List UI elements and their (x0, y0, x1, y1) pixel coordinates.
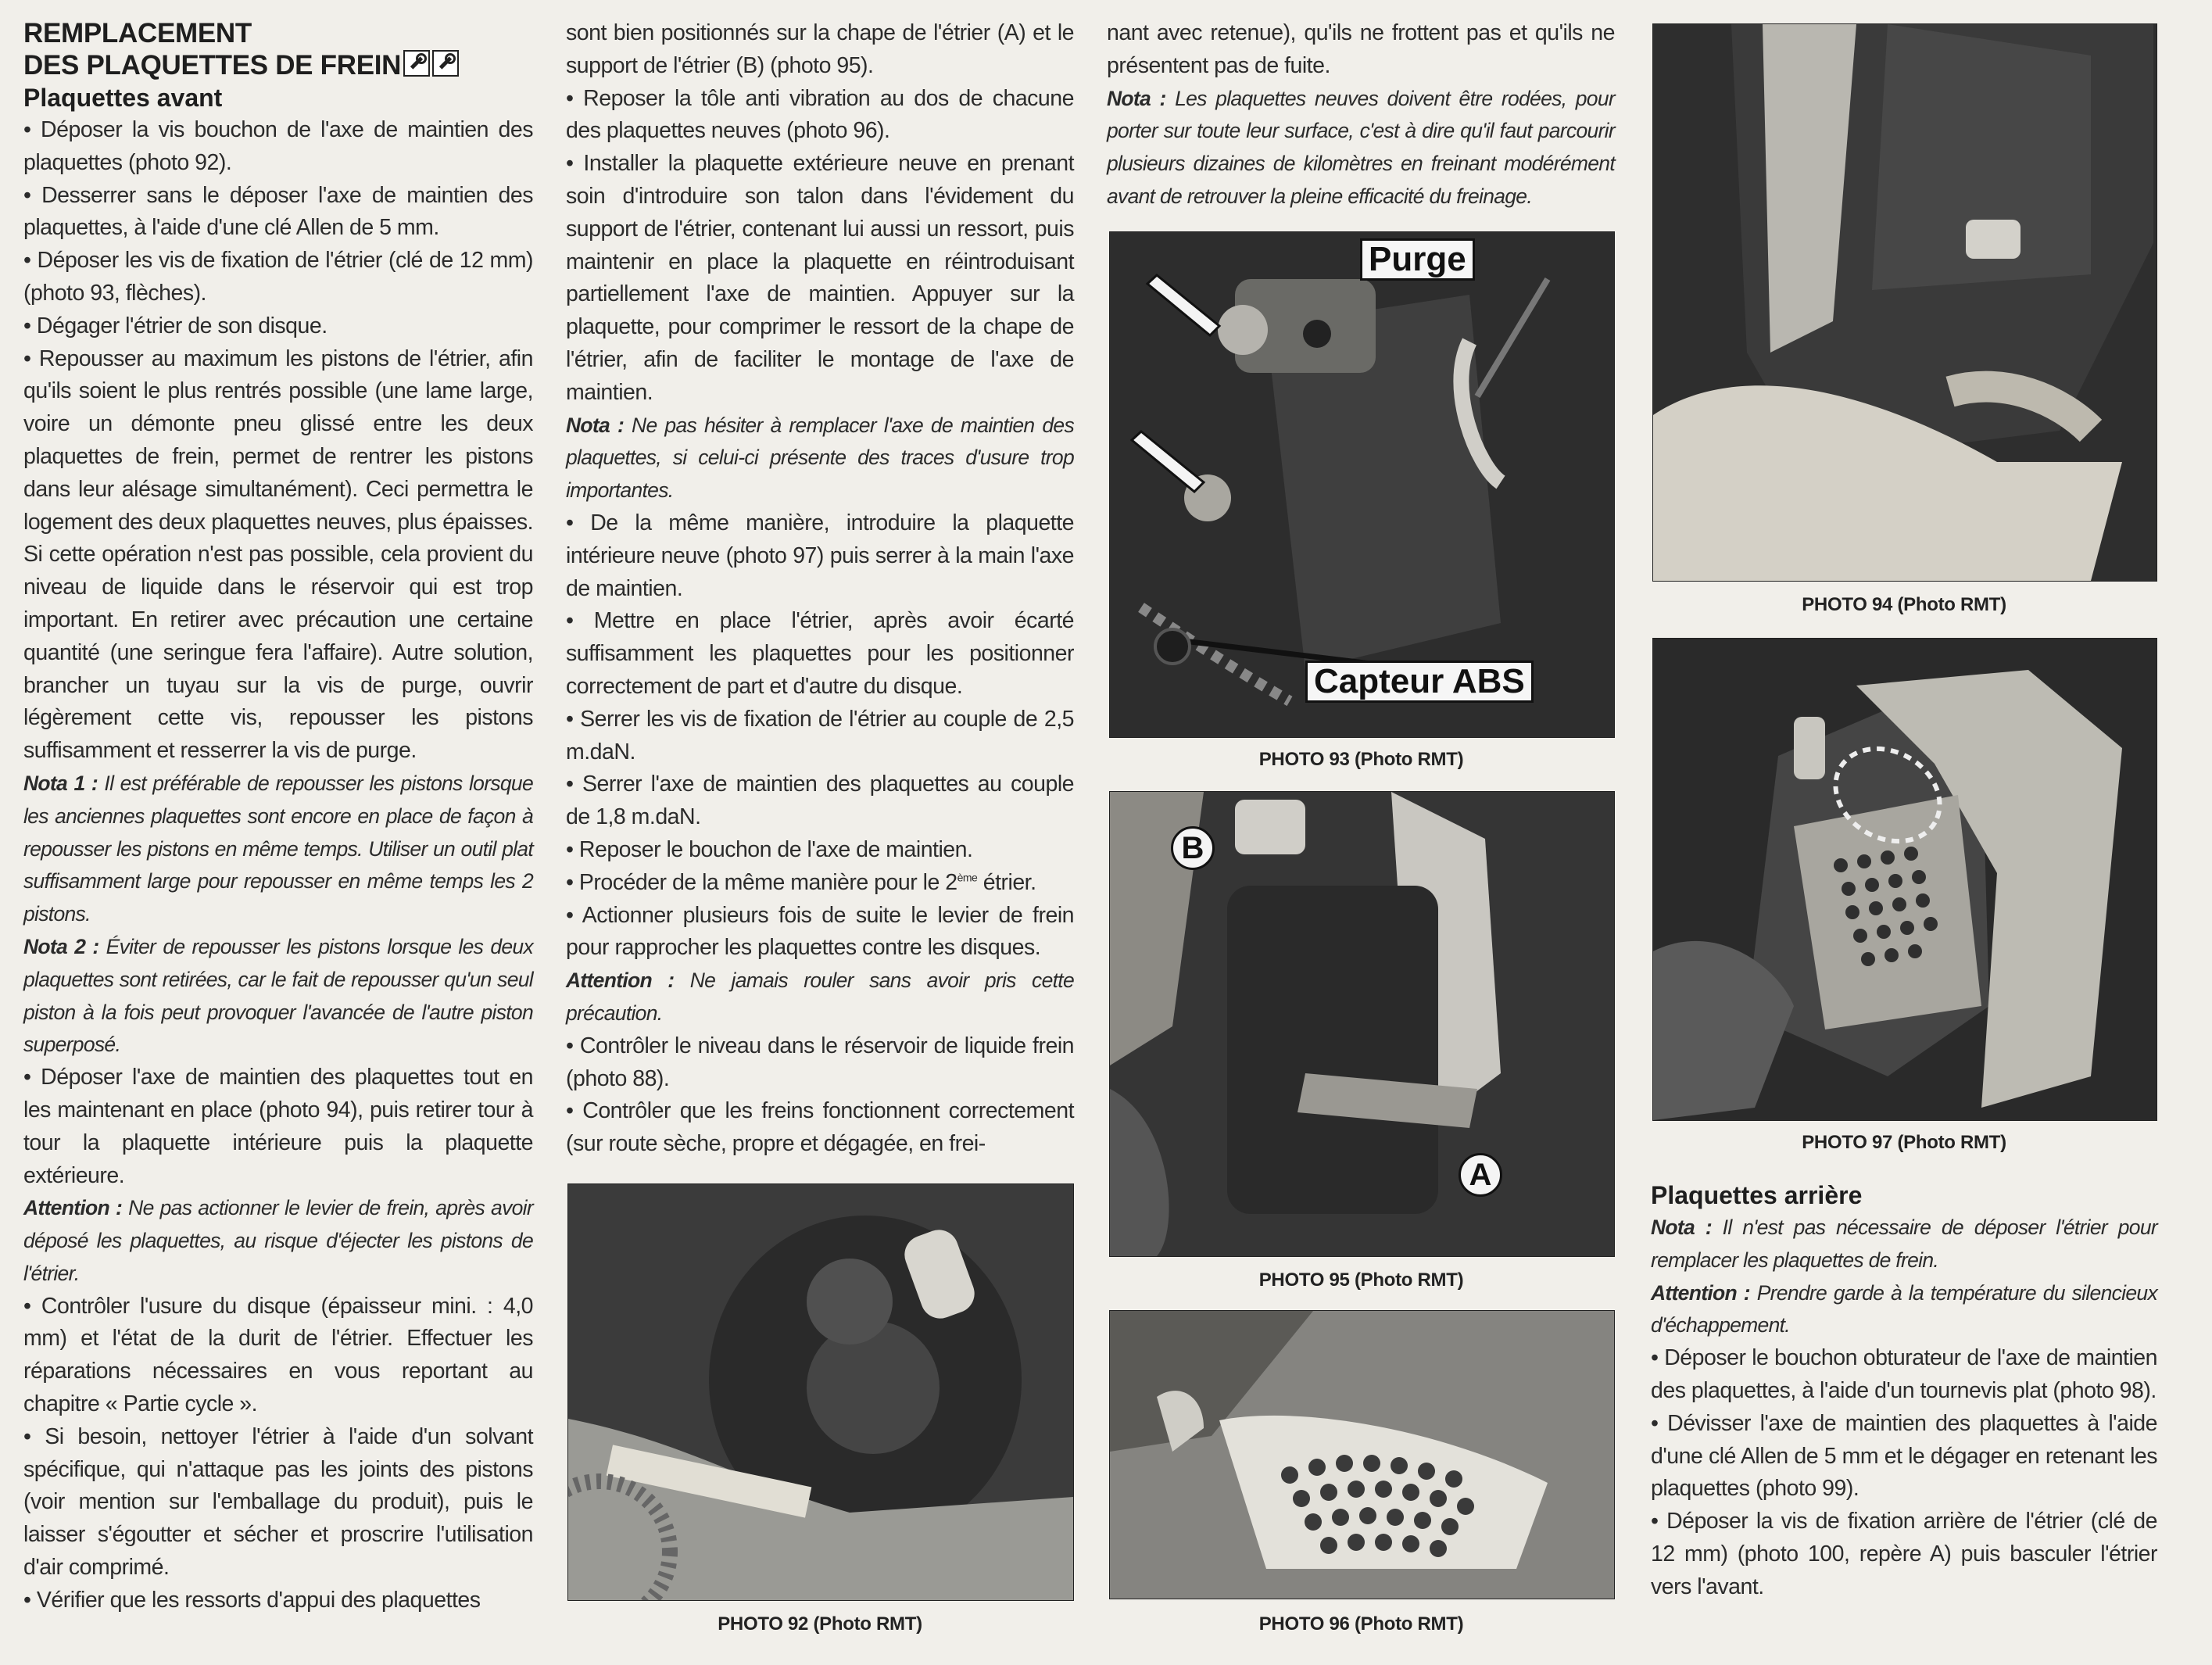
caption-photo-97: PHOTO 97 (Photo RMT) (1802, 1132, 2006, 1153)
photo-93 (1109, 231, 1615, 738)
paragraph: sont bien positionnés sur la chape de l'étrier (A) et le support de l'étrier (B) (photo 95). (566, 20, 1074, 78)
photo-92 (567, 1183, 1074, 1601)
column-1 (23, 0, 533, 1617)
caption-photo-95: PHOTO 95 (Photo RMT) (1258, 1269, 1464, 1291)
note: Nota : Les plaquettes neuves doivent être rodées, pour porter sur toute leur surface, c'est à dire qu'il faut parcourir plusieurs dizaines de kilomètres en freinant modérément avant de retrouver la pleine efficacité du freinage. (1107, 86, 1616, 208)
paragraph: • Serrer l'axe de maintien des plaquettes au couple de 1,8 m.daN. (566, 772, 1074, 830)
paragraph: • Procéder de la même manière pour le 2ème étrier. (566, 869, 1036, 895)
label-a: A (1459, 1153, 1502, 1197)
paragraph: • Actionner plusieurs fois de suite le levier de frein pour rapprocher les plaquettes contre les disques. (566, 902, 1074, 961)
label-b: B (1171, 826, 1215, 870)
label-abs-sensor: Capteur ABS (1305, 661, 1534, 703)
subtitle-rear-pads: Plaquettes arrière (1651, 1181, 1863, 1209)
paragraph: • Installer la plaquette extérieure neuve en prenant soin d'introduire son talon dans l'évidement du support de l'étrier, contenant lui aussi un ressort, puis maintenir en place la plaquette en réintroduisant partiellement l'axe de maintien. Appuyer sur la plaquette, pour comprimer le ressort de la chape de l'étrier, afin de faciliter le montage de l'axe de maintien. (566, 151, 1074, 405)
column-2 (566, 17, 1074, 1161)
note-1: Nota 1 : Il est préférable de repousser les pistons lorsque les anciennes plaquettes sont encore en place de façon à repousser les pistons en même temps. Utiliser un outil plat suffisamment large pour repousser en même temps les 2 pistons. (23, 771, 534, 926)
note-2: Nota 2 : Éviter de repousser les pistons lorsque les deux plaquettes sont retirées, car le fait de repousser qu'un seul piston à la fois peut provoquer l'avancée de l'autre piston superposé. (23, 934, 534, 1057)
title-line-2: DES PLAQUETTES DE FREIN (23, 50, 402, 81)
column-4-text (1651, 1179, 2157, 1604)
paragraph: • Serrer les vis de fixation de l'étrier au couple de 2,5 m.daN. (566, 706, 1074, 764)
note: Nota : Il n'est pas nécessaire de déposer l'étrier pour remplacer les plaquettes de frein. (1651, 1216, 2158, 1272)
paragraph: • Déposer la vis bouchon de l'axe de maintien des plaquettes (photo 92). (23, 117, 533, 175)
attention-note: Attention : Ne jamais rouler sans avoir pris cette précaution. (566, 969, 1074, 1025)
caption-photo-96: PHOTO 96 (Photo RMT) (1258, 1613, 1464, 1635)
label-purge: Purge (1360, 238, 1475, 281)
paragraph: • Reposer la tôle anti vibration au dos de chacune des plaquettes neuves (photo 96). (566, 85, 1074, 144)
paragraph: • Déposer l'axe de maintien des plaquettes tout en les maintenant en place (photo 94), puis retirer tour à tour la plaquette intérieure puis la plaquette extérieure. (23, 1065, 533, 1188)
paragraph: • Dégager l'étrier de son disque. (23, 313, 328, 338)
photo-96 (1109, 1310, 1615, 1599)
note: Nota : Ne pas hésiter à remplacer l'axe de maintien des plaquettes, si celui-ci présente des traces d'usure trop importantes. (566, 413, 1074, 503)
photo-94 (1652, 23, 2157, 582)
caption-photo-92: PHOTO 92 (Photo RMT) (718, 1613, 922, 1635)
paragraph: nant avec retenue), qu'ils ne frottent pas et qu'ils ne présentent pas de fuite. (1107, 20, 1615, 78)
caption-photo-93: PHOTO 93 (Photo RMT) (1258, 749, 1464, 770)
paragraph: • Contrôler l'usure du disque (épaisseur mini. : 4,0 mm) et l'état de la durit de l'étrier. Effectuer les réparations nécessaires en vous reportant au chapitre « Partie cycle ». (23, 1293, 533, 1417)
paragraph: • Vérifier que les ressorts d'appui des plaquettes (23, 1587, 481, 1613)
paragraph: • Déposer les vis de fixation de l'étrier (clé de 12 mm) (photo 93, flèches). (23, 248, 533, 306)
wrench-icon (403, 50, 430, 77)
paragraph: • Mettre en place l'étrier, après avoir écarté suffisamment les plaquettes pour les positionner correctement de part et d'autre du disque. (566, 608, 1074, 699)
paragraph: • Desserrer sans le déposer l'axe de maintien des plaquettes, à l'aide d'une clé Allen de 5 mm. (23, 182, 533, 241)
subtitle-front-pads: Plaquettes avant (23, 84, 223, 112)
attention-note: Attention : Ne pas actionner le levier de frein, après avoir déposé les plaquettes, au risque d'éjecter les pistons de l'étrier. (23, 1196, 533, 1285)
photo-97 (1652, 638, 2157, 1121)
paragraph: • Contrôler le niveau dans le réservoir de liquide frein (photo 88). (566, 1033, 1074, 1091)
paragraph: • Contrôler que les freins fonctionnent correctement (sur route sèche, propre et dégagée, en frei- (566, 1098, 1074, 1157)
title-line-1: REMPLACEMENT (23, 18, 252, 48)
paragraph: • Déposer le bouchon obturateur de l'axe de maintien des plaquettes, à l'aide d'un tournevis plat (photo 98). (1651, 1345, 2157, 1403)
attention-note: Attention : Prendre garde à la température du silencieux d'échappement. (1651, 1280, 2157, 1337)
caption-photo-94: PHOTO 94 (Photo RMT) (1802, 594, 2006, 615)
paragraph: • Reposer le bouchon de l'axe de maintien. (566, 836, 973, 862)
photo-95 (1109, 791, 1615, 1257)
column-3 (1107, 17, 1615, 213)
paragraph: • Dévisser l'axe de maintien des plaquettes à l'aide d'une clé Allen de 5 mm et le dégager en retenant les plaquettes (photo 99). (1651, 1410, 2157, 1502)
paragraph: • Si besoin, nettoyer l'étrier à l'aide d'un solvant spécifique, qui n'attaque pas les joints des pistons (voir mention sur l'emballage du produit), puis le laisser s'égoutter et sécher et proscrire l'utilisation d'air comprimé. (23, 1423, 533, 1581)
page-title (23, 17, 533, 81)
paragraph: • Repousser au maximum les pistons de l'étrier, afin qu'ils soient le plus rentrés possible (une lame large, voire un démonte pneu glissé entre les deux plaquettes de frein, permet de rentrer les pistons dans leur alésage simultanément). Ceci permettra le logement des deux plaquettes neuves, plus épaisses. Si cette opération n'est pas possible, cela provient du niveau de liquide dans le réservoir qui est trop important. En retirer avec précaution une certaine quantité (une seringue fera l'affaire). Autre solution, brancher un tuyau sur la vis de purge, ouvrir légèrement cette vis, repousser les pistons suffisamment et resserrer la vis de purge. (23, 346, 533, 764)
wrench-icon (432, 50, 459, 77)
paragraph: • De la même manière, introduire la plaquette intérieure neuve (photo 97) puis serrer à la main l'axe de maintien. (566, 510, 1074, 601)
paragraph: • Déposer la vis de fixation arrière de l'étrier (clé de 12 mm) (photo 100, repère A) puis basculer l'étrier vers l'avant. (1651, 1509, 2157, 1599)
